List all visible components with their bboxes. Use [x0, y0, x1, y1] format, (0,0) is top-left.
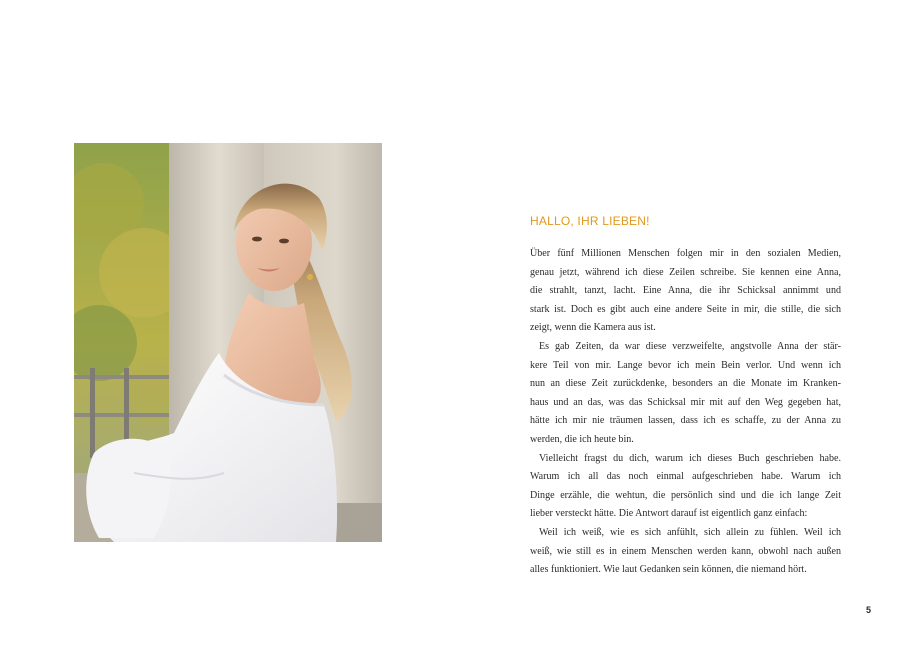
text-line: Es gab Zeiten, da war diese verzweifelte, angstvolle Anna der stär- [539, 340, 841, 352]
text-line: Dinge erzähle, die wehtun, die persönlich sind und die ich lange Zeit [530, 489, 841, 501]
text-line: weiß, wie still es in einem Menschen werden kann, obwohl nach außen [530, 545, 841, 557]
text-line: werden, die ich heute bin. [530, 433, 634, 445]
text-line: haus und an das, was das Schicksal mir mit auf den Weg gegeben hat, [530, 396, 841, 408]
text-line: die strahlt, tanzt, lacht. Eine Anna, die ihr Schicksal annimmt und [530, 285, 841, 297]
chapter-body [530, 245, 841, 580]
text-line: Weil ich weiß, wie es sich anfühlt, sich allein zu fühlen. Weil ich [539, 526, 841, 538]
text-line: hätte ich mir nie träumen lassen, dass ich es schaffe, zu der Anna zu [530, 415, 841, 427]
text-line: lieber versteckt hätte. Die Antwort darauf ist eigentlich ganz einfach: [530, 508, 808, 520]
text-line: Vielleicht fragst du dich, warum ich dieses Buch geschrieben habe. [539, 452, 841, 464]
text-line: kere Teil von mir. Lange bevor ich mein Bein verlor. Und wenn ich [530, 359, 841, 371]
text-line: genau jetzt, während ich diese Zeilen schreibe. Sie kennen eine Anna, [530, 266, 841, 278]
text-line: nun an diese Zeit zurückdenke, besonders an die Monate im Kranken- [530, 378, 841, 390]
chapter-heading: HALLO, IHR LIEBEN! [530, 214, 650, 228]
text-line: stark ist. Doch es gibt auch eine andere Seite in mir, die stille, die sich [530, 303, 841, 315]
text-line: Warum ich all das noch einmal aufgeschrieben habe. Warum ich [530, 471, 841, 483]
page-number: 5 [866, 605, 872, 615]
text-line: alles funktioniert. Wie laut Gedanken sein können, die niemand hört. [530, 564, 807, 576]
text-line: Über fünf Millionen Menschen folgen mir in den sozialen Medien, [530, 248, 841, 259]
portrait-photo [74, 143, 382, 542]
text-line: zeigt, wenn die Kamera aus ist. [530, 322, 656, 334]
